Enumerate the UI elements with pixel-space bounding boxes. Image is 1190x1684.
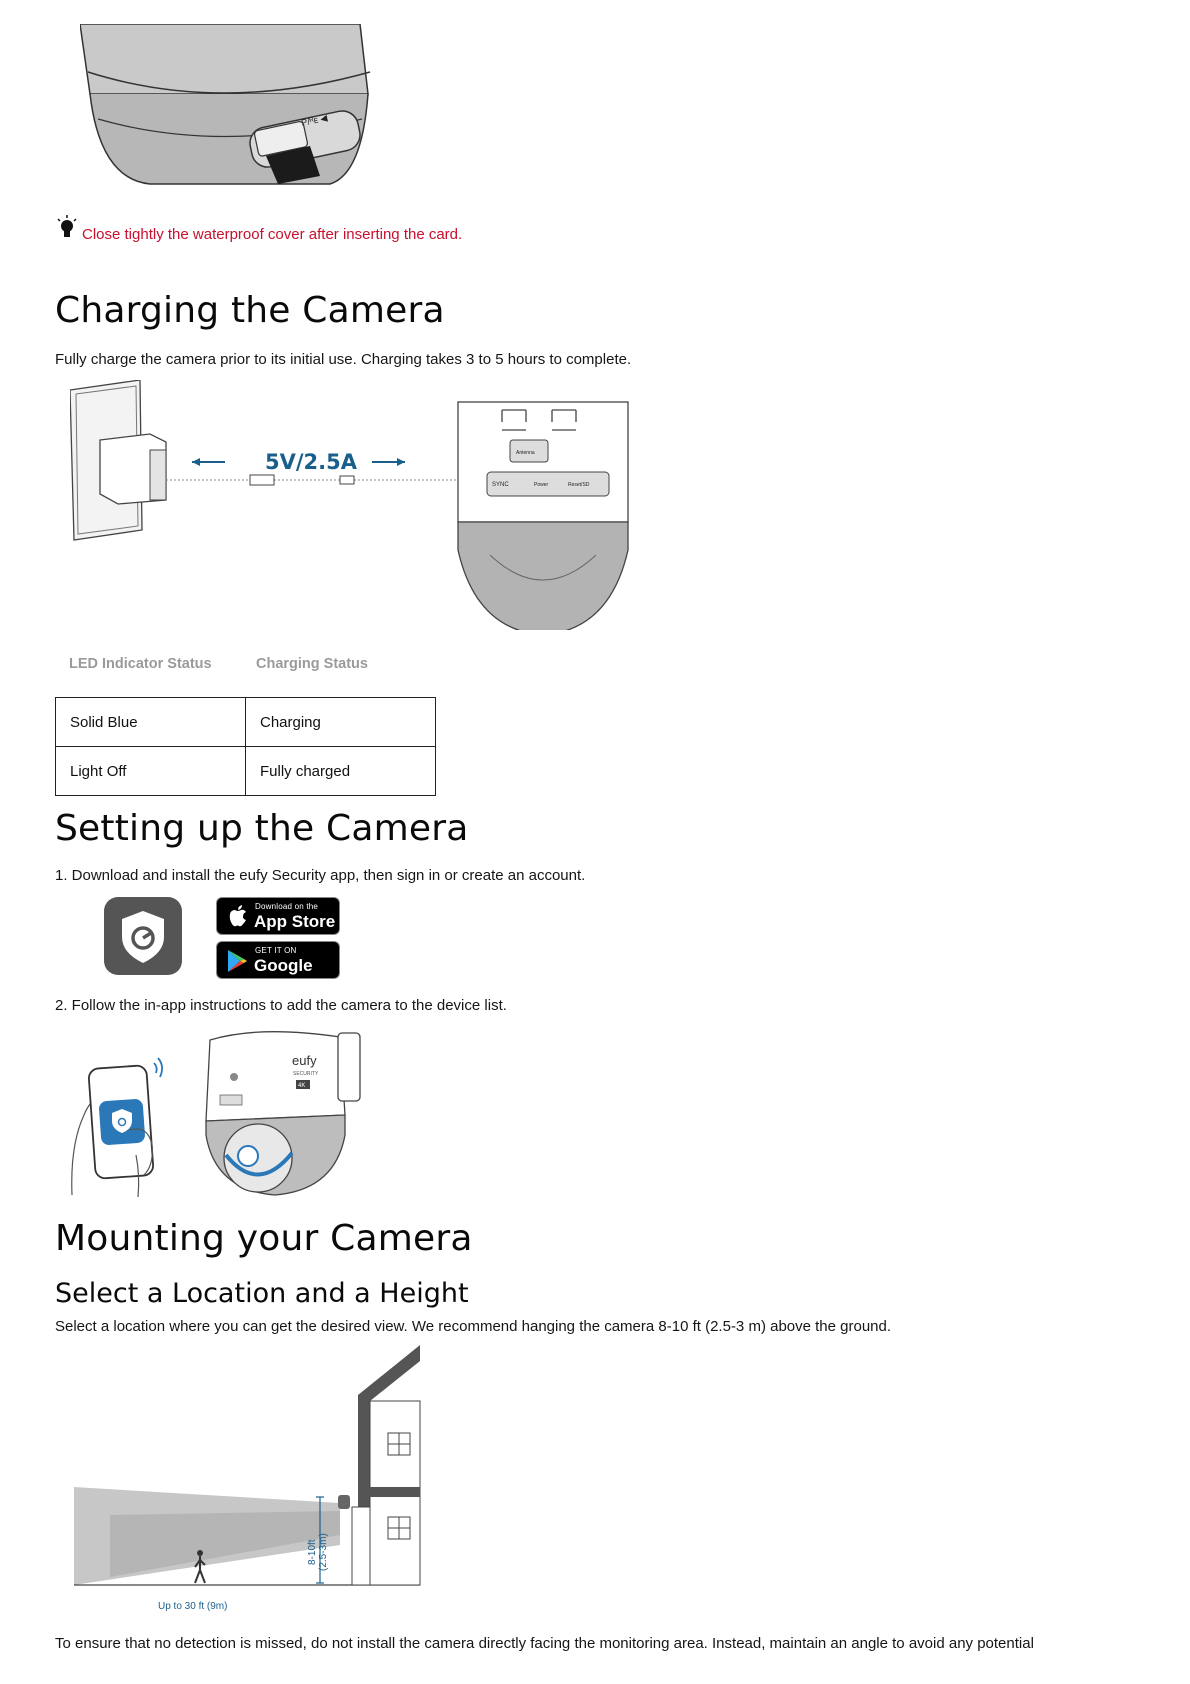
- lightbulb-icon: [55, 214, 79, 240]
- svg-text:eufy: eufy: [292, 1053, 317, 1068]
- app-store-small: Download on the: [255, 902, 319, 911]
- led-table-header-charging-wrap: [256, 656, 368, 672]
- led-table-header: [69, 656, 212, 672]
- mounting-height-illustration: [70, 1345, 430, 1615]
- google-play-button[interactable]: [216, 941, 340, 995]
- table-cell: Charging: [246, 698, 436, 747]
- section-title-mounting: Mounting your Camera: [55, 1218, 473, 1259]
- svg-text:Reset/SD: Reset/SD: [568, 482, 590, 488]
- led-table-header-charging: Charging Status: [256, 656, 368, 672]
- svg-text:(2.5-3m): (2.5-3m): [318, 1533, 329, 1571]
- charging-illustration: [70, 380, 630, 630]
- table-cell: Solid Blue: [56, 698, 246, 747]
- voltage-label: 5V/2.5A: [265, 450, 357, 474]
- setup-step-2: 2. Follow the in-app instructions to add the camera to the device list.: [55, 997, 507, 1014]
- wifi-signal-icon: [154, 1058, 162, 1077]
- apple-icon: [227, 904, 249, 928]
- charging-intro: Fully charge the camera prior to its initial use. Charging takes 3 to 5 hours to complete.: [55, 351, 632, 368]
- mounting-intro: Select a location where you can get the desired view. We recommend hanging the camera 8-10 ft (2.5-3 m) above the ground.: [55, 1318, 892, 1335]
- app-store-button[interactable]: [216, 897, 340, 935]
- table-cell: Light Off: [56, 747, 246, 796]
- svg-text:Up to 30 ft (9m): Up to 30 ft (9m): [158, 1601, 228, 1612]
- sd-card-illustration: [80, 24, 380, 204]
- svg-text:Ρ/ᴿᴇ ◀: Ρ/ᴿᴇ ◀: [300, 112, 329, 128]
- eufy-security-app-icon[interactable]: [104, 897, 182, 975]
- svg-text:Power: Power: [534, 482, 549, 488]
- section-title-setup: Setting up the Camera: [55, 808, 469, 849]
- setup-step-1: 1. Download and install the eufy Security app, then sign in or create an account.: [55, 867, 586, 884]
- google-play-icon: [226, 949, 248, 973]
- svg-text:SECURITY: SECURITY: [293, 1071, 319, 1077]
- led-status-table-body: [55, 697, 436, 796]
- svg-text:SYNC: SYNC: [492, 482, 509, 488]
- subsection-title-location: Select a Location and a Height: [55, 1278, 469, 1309]
- led-table-header-led: LED Indicator Status: [69, 656, 212, 672]
- table-row: [56, 698, 436, 747]
- svg-text:Antenna: Antenna: [516, 450, 535, 456]
- svg-text:8-10ft: 8-10ft: [307, 1539, 318, 1565]
- mounting-note: To ensure that no detection is missed, do not install the camera directly facing the monitoring area. Instead, maintain an angle to avoid any potential: [55, 1635, 1034, 1652]
- phone-camera-pairing-illustration: [70, 1025, 370, 1200]
- table-row: [56, 747, 436, 796]
- section-title-charging: Charging the Camera: [55, 290, 445, 331]
- google-play-label: Google Play: [254, 956, 313, 995]
- svg-text:4K: 4K: [298, 1083, 306, 1089]
- table-cell: Fully charged: [246, 747, 436, 796]
- tip-text: Close tightly the waterproof cover after inserting the card.: [82, 226, 463, 243]
- app-store-label: App Store: [254, 912, 336, 931]
- google-play-small: GET IT ON: [255, 946, 297, 955]
